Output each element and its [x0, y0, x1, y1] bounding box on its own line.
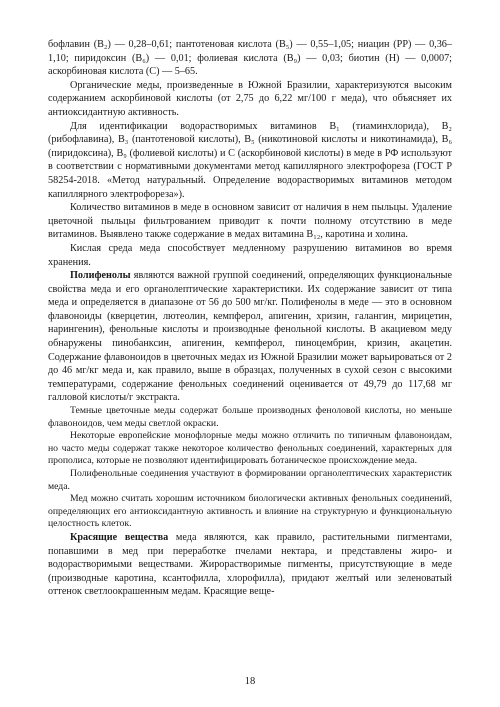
- paragraph-bioactive-source: [48, 493, 452, 531]
- paragraph-dark-honey: [48, 405, 452, 430]
- paragraph-identification-text: Для идентификации водорастворимых витаминов B₁ (тиаминхлорида), B₂ (рибофлавина), B₃ (пантотеновой кислоты), B₅ (никотиновой кислоты и никотинамида), B₆ (пиридоксина), B₉ (фолиевой кислоты) и C (аскорбиновой кислоты) в меде в РФ используют в соответствии с нормативными документами метод капиллярного электрофореза (ГОСТ Р 58254-2018. «Метод натуральный. Определение водорастворимых витаминов методом капиллярного электрофореза»).: [48, 120, 452, 200]
- paragraph-coloring-substances: [48, 531, 452, 599]
- paragraph-vitamin-amount-text: Количество витаминов в меде в основном зависит от наличия в нем пыльцы. Удаление цветочной пыльцы фильтрованием приводит к почти полному отсутствию в меде витаминов. Выявлено также содержание в медах витамина B₁₂, каротина и холина.: [48, 202, 452, 241]
- paragraph-polyphenols-text: являются важной группой соединений, определяющих функциональные свойства меда и его органолептические характеристики. Их содержание зависит от типа меда и определяется в диапазоне от 56 до 500 мг/кг. Полифенолы в меде — это в основном флавоноиды (кверцетин, лютеолин, кемпферол, апигенин, хризин, галангин, мирицетин, нарингенин), фенольные кислоты и производные фенольной кислоты. В акациевом меду обнаружены пинобанксин, апигенин, кемпферол, пиноцембрин, кризин, акацетин. Содержание флавоноидов в цветочных медах из Южной Бразилии может варьироваться от 2 до 46 мг/кг меда и, как правило, выше в образцах, полученных в сухой сезон с высокими температурами, содержание фенольных соединений оценивается от 49,79 до 117,68 мг галловой кислоты/г экстракта.: [48, 270, 452, 404]
- paragraph-organoleptic: [48, 468, 452, 493]
- paragraph-organic-honey: [48, 79, 452, 120]
- paragraph-acidic-environment-text: Кислая среда меда способствует медленному разрушению витаминов во время хранения.: [48, 242, 452, 268]
- paragraph-dark-honey-text: Темные цветочные меды содержат больше производных феноловой кислоты, но меньше флавоноидов, чем меды светлой окраски.: [48, 405, 452, 429]
- page-number: 18: [244, 676, 256, 687]
- paragraph-coloring-substances-text: меда являются, как правило, растительными пигментами, попавшими в мед при переработке пчелами нектара, и представлены жиро- и водорастворимыми веществами. Жирорастворимые пигменты, присутствующие в меде (производные каротина, ксантофилла, хлорофилла), придают желтый или зеленоватый оттенок светлоокрашенным медам. Красящие веще-: [48, 531, 452, 598]
- paragraph-vitamins-list-text: бофлавин (B₂) — 0,28–0,61; пантотеновая кислота (B₅) — 0,55–1,05; ниацин (PP) — 0,36–1,10; пиридоксин (B₆) — 0,01; фолиевая кислота (B₉) — 0,03; биотин (H) — 0,0007; аскорбиновая кислота (C) — 5–65.: [48, 39, 452, 78]
- paragraph-organoleptic-text: Полифенольные соединения участвуют в формировании органолептических характеристик меда.: [48, 468, 452, 492]
- coloring-substances-heading: Красящие вещества: [70, 531, 169, 543]
- paragraph-organic-honey-text: Органические меды, произведенные в Южной Бразилии, характеризуются высоким содержанием аскорбиновой кислоты (от 2,75 до 6,22 мг/100 г меда), что объясняет их антиоксидантную активность.: [48, 79, 452, 118]
- polyphenols-heading: Полифенолы: [70, 270, 131, 282]
- paragraph-european-honey-text: Некоторые европейские монофлорные меды можно отличить по типичным флавоноидам, но часто меды содержат также некоторое количество фенольных соединений, характерных для прополиса, которые не позволяют идентифицировать ботаническое происхождение меда.: [48, 430, 452, 467]
- paragraph-polyphenols: [48, 269, 452, 405]
- paragraph-bioactive-source-text: Мед можно считать хорошим источником биологически активных фенольных соединений, определяющих его антиоксидантную активность и влияние на структурную и функциональную целостность клеток.: [48, 493, 452, 530]
- paragraph-identification: [48, 120, 452, 202]
- paragraph-vitamins-list: [48, 38, 452, 79]
- paragraph-european-honey: [48, 430, 452, 468]
- paragraph-vitamin-amount: [48, 201, 452, 242]
- paragraph-acidic-environment: [48, 242, 452, 269]
